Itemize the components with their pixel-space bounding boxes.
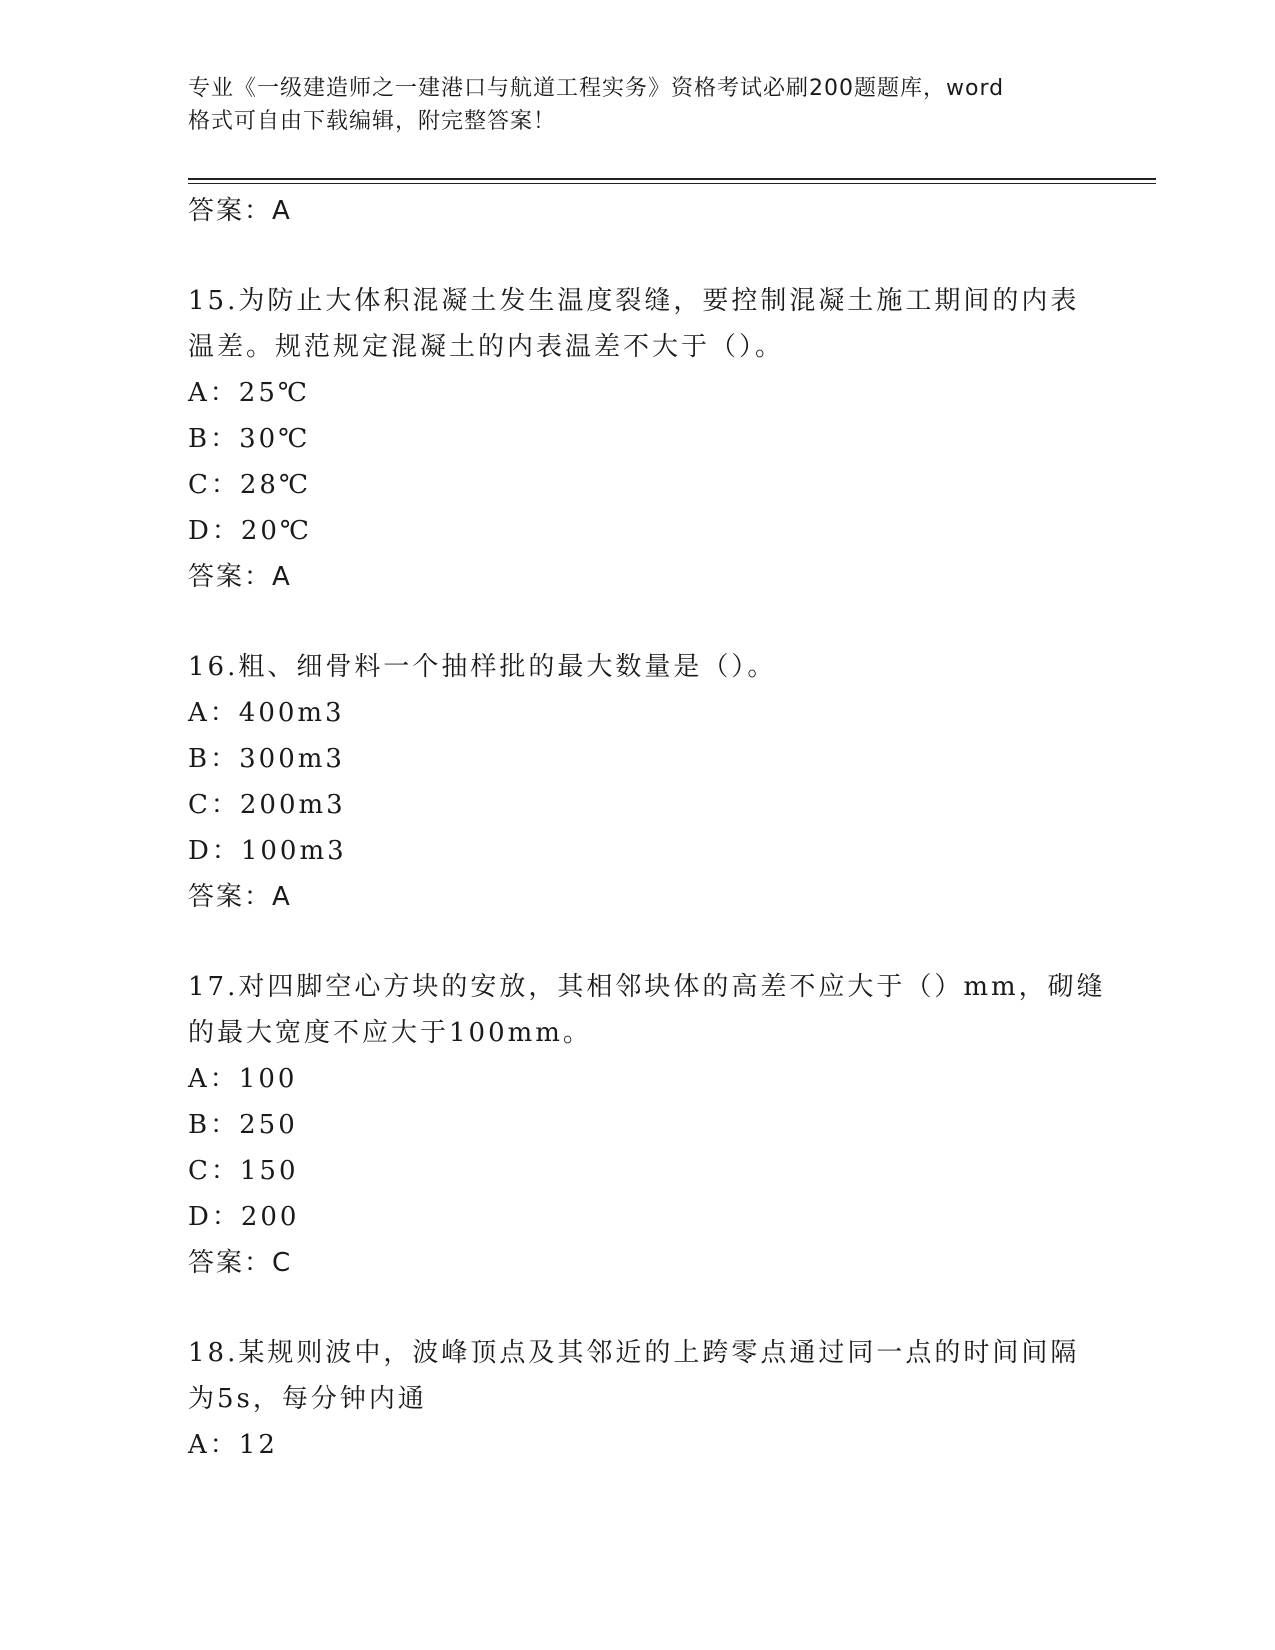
option-c: C：28℃ [188, 470, 312, 500]
option-d: D：20℃ [188, 516, 313, 546]
answer-line: 答案：A [188, 882, 292, 912]
question-stem: 的最大宽度不应大于100mm。 [188, 1018, 592, 1048]
question-stem: 17.对四脚空心方块的安放，其相邻块体的高差不应大于（）mm，砌缝 [188, 972, 1106, 1002]
answer-line: 答案：A [188, 196, 292, 226]
question-stem: 15.为防止大体积混凝土发生温度裂缝，要控制混凝土施工期间的内表 [188, 286, 1080, 316]
header-divider-thin [188, 183, 1156, 184]
question-15 [188, 278, 1088, 600]
option-c: C：200m3 [188, 790, 346, 820]
option-a: A：12 [188, 1430, 278, 1460]
answer-line: 答案：A [188, 562, 292, 592]
header-line-2: 格式可自由下载编辑，附完整答案！ [188, 109, 557, 134]
option-a: A：25℃ [188, 378, 310, 408]
document-header [188, 72, 1068, 138]
question-17 [188, 964, 1106, 1286]
question-stem: 16.粗、细骨料一个抽样批的最大数量是（）。 [188, 652, 777, 682]
question-stem: 温差。规范规定混凝土的内表温差不大于（）。 [188, 332, 785, 362]
question-18 [188, 1330, 1088, 1468]
header-line-1: 专业《一级建造师之一建港口与航道工程实务》资格考试必刷200题题库，word [188, 76, 1005, 101]
question-content [188, 188, 1106, 1468]
question-stem: 18.某规则波中，波峰顶点及其邻近的上跨零点通过同一点的时间间隔 [188, 1338, 1080, 1368]
option-a: A：400m3 [188, 698, 345, 728]
answer-line: 答案：C [188, 1248, 293, 1278]
option-a: A：100 [188, 1064, 298, 1094]
option-b: B：300m3 [188, 744, 345, 774]
question-stem: 为5s，每分钟内通 [188, 1384, 427, 1414]
option-c: C：150 [188, 1156, 299, 1186]
option-b: B：30℃ [188, 424, 311, 454]
option-d: D：200 [188, 1202, 300, 1232]
header-divider [188, 178, 1156, 180]
option-d: D：100m3 [188, 836, 347, 866]
option-b: B：250 [188, 1110, 298, 1140]
question-16 [188, 644, 1088, 920]
